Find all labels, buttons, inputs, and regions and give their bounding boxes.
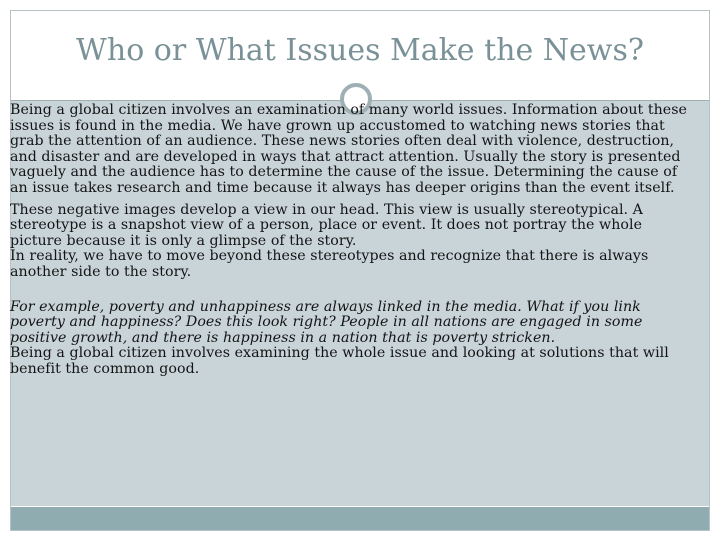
paragraph-intro: Being a global citizen involves an examination of many world issues. Information about these issues is found in the media. We have grown up accustomed to watching news stories that grab the attention of an audience. These news stories often deal with violence, destruction, and disaster and are developed in ways that attract attention. Usually the story is presented vaguely and the audience has to determine the cause of the issue. Determining the cause of an issue takes research and time because it always has deeper origins than the event itself. [10,102,687,196]
paragraph-conclusion: Being a global citizen involves examining the whole issue and looking at solutions that will benefit the common good. [10,345,669,377]
paragraph-stereotype: These negative images develop a view in our head. This view is usually stereotypical. A stereotype is a snapshot view of a person, place or event. It does not portray the whole picture because it is only a glimpse of the story. [10,201,643,249]
paragraph-reality: In reality, we have to move beyond these stereotypes and recognize that there is always another side to the story. [10,248,649,280]
slide-body-text [10,103,694,378]
footer-bar [11,507,709,530]
paragraph-example: For example, poverty and unhappiness are always linked in the media. What if you link poverty and happiness? Does this look right? People in all nations are engaged in some positive growth, and there is happiness in a nation that is poverty stricken. [10,298,643,346]
slide-title: Who or What Issues Make the News? [76,33,644,68]
